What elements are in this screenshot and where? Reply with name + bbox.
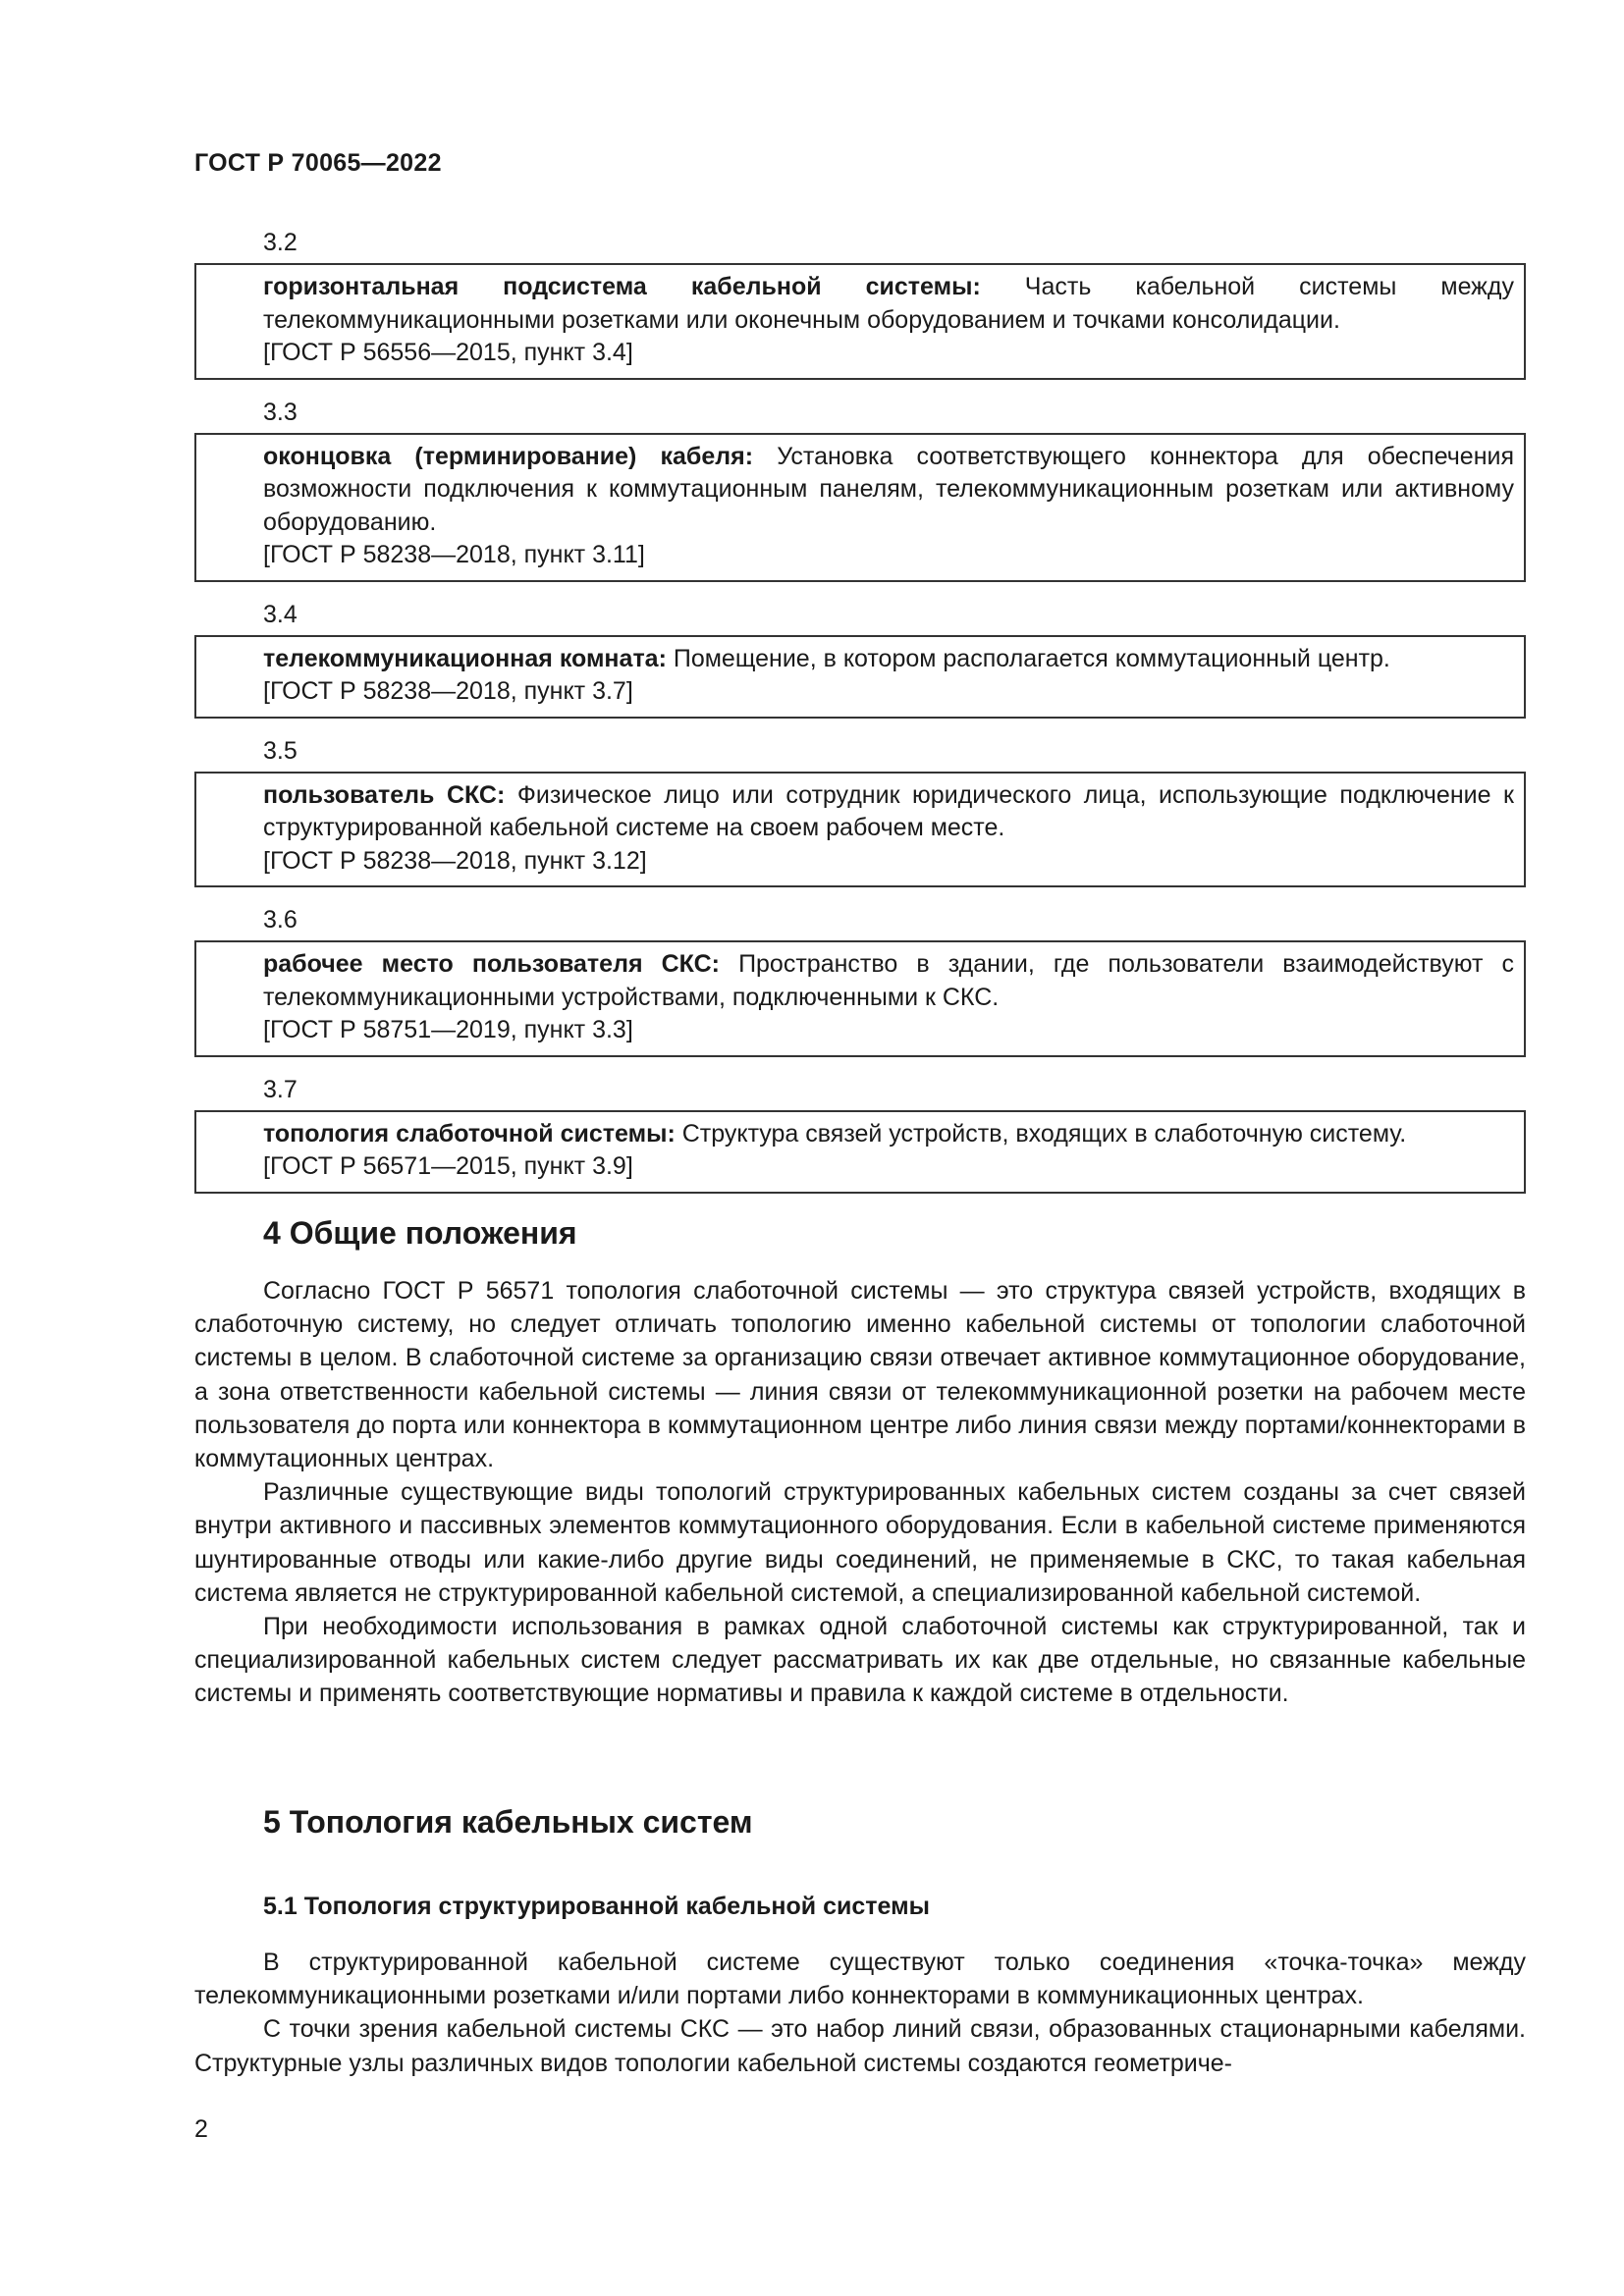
section-body bbox=[194, 1946, 1526, 2080]
paragraph: Различные существующие виды топологий структурированных кабельных систем созданы за счет связей внутри активного и пассивных элементов коммутационного оборудования. Если в кабельной системе применяются шунтированные отводы или какие-либо другие виды соединений, не применяемые в СКС, то такая кабельная система является не структурированной кабельной системой, а специализированной кабельной системой. bbox=[194, 1478, 1526, 1607]
term-box bbox=[194, 635, 1526, 719]
term-definition: Установка соответствующего коннектора для обеспечения возможности подключения к коммутационным панелям, телекоммуникационным розеткам или активному оборудованию. bbox=[263, 442, 1515, 536]
term-reference: [ГОСТ Р 58238—2018, пункт 3.7] bbox=[263, 677, 633, 705]
term-entry bbox=[194, 600, 1526, 719]
term-reference: [ГОСТ Р 58238—2018, пункт 3.11] bbox=[263, 541, 645, 568]
term-definition: Пространство в здании, где пользователи взаимодействуют с телекоммуникационными устройствами, подключенными к СКС. bbox=[263, 950, 1514, 1011]
page-number: 2 bbox=[194, 2115, 208, 2143]
term-name: оконцовка (терминирование) кабеля: bbox=[263, 442, 754, 470]
term-definition: Часть кабельной системы между телекоммуникационными розетками или оконечным оборудованием и точками консолидации. bbox=[263, 273, 1514, 334]
term-entry bbox=[194, 905, 1526, 1057]
term-number: 3.6 bbox=[263, 906, 298, 934]
term-entry bbox=[194, 736, 1526, 888]
document-header: ГОСТ Р 70065—2022 bbox=[194, 149, 442, 177]
term-definition: Помещение, в котором располагается коммутационный центр. bbox=[666, 644, 1390, 672]
term-number: 3.5 bbox=[263, 736, 298, 765]
term-number: 3.4 bbox=[263, 600, 298, 628]
paragraph: С точки зрения кабельной системы СКС — это набор линий связи, образованных стационарными кабелями. Структурные узлы различных видов топологии кабельной системы создаются геометриче- bbox=[194, 2015, 1526, 2077]
paragraph: Согласно ГОСТ Р 56571 топология слаботочной системы — это структура связей устройств, входящих в слаботочную систему, но следует отличать топологию именно кабельной системы от топологии слаботочной системы в целом. В слаботочной системе за организацию связи отвечает активное коммутационное оборудование, а зона ответственности кабельной системы — линия связи от телекоммуникационной розетки на рабочем месте пользователя до порта или коннектора в коммутационном центре либо линия связи между портами/коннекторами в коммутационных центрах. bbox=[194, 1277, 1526, 1473]
term-number: 3.2 bbox=[263, 229, 298, 256]
term-name: пользователь СКС: bbox=[263, 780, 506, 809]
term-entry bbox=[194, 398, 1526, 582]
paragraph: При необходимости использования в рамках одной слаботочной системы как структурированной, так и специализированной кабельных систем следует рассматривать их как две отдельные, но связанные кабельные системы и применять соответствующие нормативы и правила к каждой системе в отдельности. bbox=[194, 1613, 1526, 1708]
term-definition: Физическое лицо или сотрудник юридического лица, использующие подключение к структурированной кабельной системе на своем рабочем месте. bbox=[263, 780, 1514, 841]
paragraph: В структурированной кабельной системе существуют только соединения «точка-точка» между телекоммуникационными розетками и/или портами либо коннекторами в коммуникационных центрах. bbox=[194, 1949, 1526, 2010]
term-name: топология слаботочной системы: bbox=[263, 1119, 676, 1148]
term-number: 3.3 bbox=[263, 398, 298, 426]
term-reference: [ГОСТ Р 58238—2018, пункт 3.12] bbox=[263, 846, 647, 875]
terms-list bbox=[194, 228, 1526, 1211]
term-name: телекоммуникационная комната: bbox=[263, 644, 667, 672]
term-reference: [ГОСТ Р 58751—2019, пункт 3.3] bbox=[263, 1016, 633, 1043]
section-title: 4 Общие положения bbox=[263, 1215, 577, 1251]
term-box bbox=[194, 433, 1526, 582]
term-definition: Структура связей устройств, входящих в слаботочную систему. bbox=[675, 1119, 1407, 1148]
term-name: горизонтальная подсистема кабельной системы: bbox=[263, 273, 981, 300]
term-box bbox=[194, 772, 1526, 888]
term-entry bbox=[194, 1075, 1526, 1194]
term-number: 3.7 bbox=[263, 1075, 298, 1103]
term-entry bbox=[194, 228, 1526, 380]
term-name: рабочее место пользователя СКС: bbox=[263, 950, 720, 978]
term-reference: [ГОСТ Р 56571—2015, пункт 3.9] bbox=[263, 1152, 633, 1180]
term-box bbox=[194, 263, 1526, 380]
term-reference: [ГОСТ Р 56556—2015, пункт 3.4] bbox=[263, 339, 633, 366]
subsection-title: 5.1 Топология структурированной кабельной системы bbox=[263, 1893, 930, 1920]
section-body bbox=[194, 1274, 1526, 1711]
section-title: 5 Топология кабельных систем bbox=[263, 1804, 753, 1840]
term-box bbox=[194, 940, 1526, 1057]
term-box bbox=[194, 1110, 1526, 1194]
